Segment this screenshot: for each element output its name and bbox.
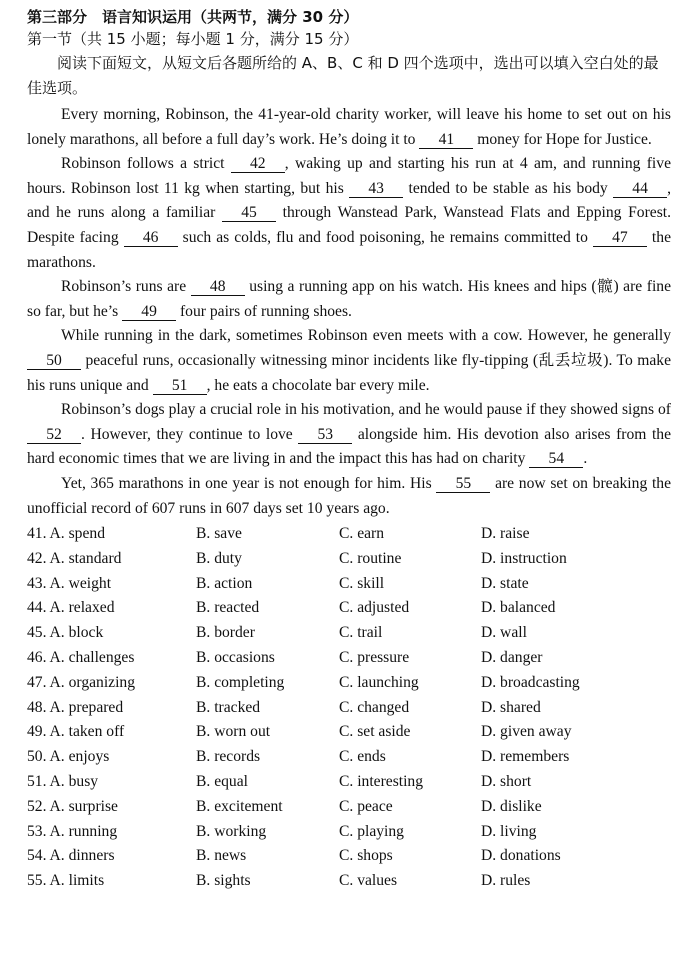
- answer-blank: 50: [27, 353, 81, 370]
- passage-text: .: [583, 450, 588, 468]
- question-row: [27, 646, 671, 671]
- option-c: C. shops: [339, 847, 393, 865]
- option-b: B. duty: [196, 549, 242, 567]
- answer-blank: 46: [124, 230, 178, 247]
- option-c: C. interesting: [339, 773, 424, 791]
- question-number: 43.: [27, 574, 47, 592]
- option-a-text: A. standard: [49, 549, 122, 567]
- option-d: D. short: [481, 773, 532, 791]
- option-d: D. raise: [481, 525, 530, 543]
- passage-text: Every morning, Robinson, the 41-year-old charity worker, will leave his home to set out on his lonely marathons, all before a full day’s work. He’s doing it to: [27, 106, 671, 148]
- option-b: B. excitement: [196, 797, 283, 815]
- passage-text: , waking up and starting his run at 4 am, and running five hours. Robinson lost 11 kg when starting, but his: [27, 155, 671, 197]
- option-a: [27, 745, 196, 770]
- question-row: [27, 596, 671, 621]
- question-row: [27, 745, 671, 770]
- option-a-text: A. spend: [49, 525, 105, 543]
- answer-blank: 55: [436, 476, 490, 493]
- option-a: [27, 720, 196, 745]
- option-b: B. action: [196, 574, 253, 592]
- question-number: 51.: [27, 773, 47, 791]
- option-d: D. rules: [481, 872, 531, 890]
- question-row: [27, 621, 671, 646]
- option-a-text: A. prepared: [49, 698, 124, 716]
- option-a: [27, 869, 196, 894]
- passage-paragraph: [27, 472, 671, 521]
- option-d: D. instruction: [481, 549, 567, 567]
- option-a: [27, 522, 196, 547]
- passage-text: , he eats a chocolate bar every mile.: [206, 376, 430, 394]
- option-a-text: A. busy: [49, 773, 99, 791]
- answer-blank: 53: [298, 427, 352, 444]
- option-c: C. changed: [339, 698, 410, 716]
- passage-text: are now set on breaking the unofficial record of 607 runs in 607 days set 10 years ago.: [27, 474, 671, 517]
- option-b: B. completing: [196, 673, 285, 691]
- passage-text: Robinson’s runs are: [61, 278, 191, 296]
- question-row: [27, 820, 671, 845]
- option-c: C. skill: [339, 574, 385, 592]
- question-number: 49.: [27, 723, 47, 741]
- question-number: 50.: [27, 748, 47, 766]
- answer-blank: 49: [122, 304, 176, 321]
- passage-paragraph: [27, 152, 671, 275]
- question-list: [27, 522, 671, 894]
- option-c: C. routine: [339, 549, 402, 567]
- passage-paragraph: [27, 324, 671, 398]
- question-row: [27, 795, 671, 820]
- passage-text: through Wanstead Park, Wanstead Flats and Epping Forest. Despite facing: [27, 204, 671, 246]
- question-row: [27, 671, 671, 696]
- option-d: D. state: [481, 574, 529, 592]
- option-a: [27, 795, 196, 820]
- question-row: [27, 572, 671, 597]
- option-b: B. working: [196, 822, 267, 840]
- option-a-text: A. dinners: [49, 847, 115, 865]
- answer-blank: 41: [419, 132, 473, 149]
- option-c: C. ends: [339, 748, 386, 766]
- option-a: [27, 844, 196, 869]
- option-b: B. border: [196, 624, 255, 642]
- answer-blank: 47: [593, 230, 647, 247]
- option-d: D. danger: [481, 649, 543, 667]
- option-a: [27, 820, 196, 845]
- passage-text: , and he runs along a familiar: [27, 179, 671, 222]
- option-a: [27, 572, 196, 597]
- option-a-text: A. challenges: [49, 649, 135, 667]
- option-c: C. earn: [339, 525, 385, 543]
- option-b: B. sights: [196, 872, 251, 890]
- option-d: D. donations: [481, 847, 561, 865]
- question-row: [27, 547, 671, 572]
- option-b: B. occasions: [196, 649, 275, 667]
- passage-text: Robinson’s dogs play a crucial role in his motivation, and he would pause if they showed signs of: [61, 401, 671, 419]
- option-b: B. records: [196, 748, 261, 766]
- option-b: B. tracked: [196, 698, 261, 716]
- option-a: [27, 770, 196, 795]
- option-d: D. given away: [481, 723, 572, 741]
- question-number: 53.: [27, 822, 47, 840]
- option-c: C. pressure: [339, 649, 410, 667]
- passage-text: Yet, 365 marathons in one year is not enough for him. His: [61, 474, 437, 492]
- question-number: 42.: [27, 549, 47, 567]
- question-row: [27, 844, 671, 869]
- option-c: C. values: [339, 872, 398, 890]
- option-d: D. balanced: [481, 599, 556, 617]
- option-b: B. reacted: [196, 599, 260, 617]
- question-number: 44.: [27, 599, 47, 617]
- question-number: 54.: [27, 847, 47, 865]
- option-b: B. save: [196, 525, 242, 543]
- option-a-text: A. weight: [49, 574, 112, 592]
- option-d: D. remembers: [481, 748, 570, 766]
- answer-blank: 42: [231, 156, 285, 173]
- passage-text: four pairs of running shoes.: [176, 302, 352, 320]
- question-number: 47.: [27, 673, 47, 691]
- question-number: 55.: [27, 872, 47, 890]
- passage-text: tended to be stable as his body: [403, 179, 614, 197]
- option-a-text: A. running: [49, 822, 118, 840]
- passage-paragraph: [27, 103, 671, 152]
- passage-text: using a running app on his watch. His knees and hips (髋) are fine so far, but he’s: [27, 278, 671, 320]
- answer-blank: 54: [529, 451, 583, 468]
- option-a: [27, 671, 196, 696]
- option-c: C. adjusted: [339, 599, 410, 617]
- option-d: D. wall: [481, 624, 527, 642]
- question-number: 41.: [27, 525, 47, 543]
- question-number: 46.: [27, 649, 47, 667]
- passage-text: Robinson follows a strict: [61, 155, 231, 173]
- option-a-text: A. taken off: [49, 723, 125, 741]
- option-a: [27, 596, 196, 621]
- option-b: B. equal: [196, 773, 248, 791]
- option-c: C. trail: [339, 624, 383, 642]
- option-d: D. shared: [481, 698, 541, 716]
- passage-text: money for Hope for Justice.: [473, 130, 652, 148]
- passage: [27, 103, 671, 521]
- option-a-text: A. relaxed: [49, 599, 115, 617]
- question-number: 48.: [27, 698, 47, 716]
- passage-text: the marathons.: [27, 228, 671, 271]
- option-d: D. broadcasting: [481, 673, 580, 691]
- option-c: C. launching: [339, 673, 419, 691]
- option-a: [27, 547, 196, 572]
- part-title: 第三部分 语言知识运用（共两节，满分 30 分）: [27, 8, 359, 26]
- question-row: [27, 720, 671, 745]
- question-row: [27, 696, 671, 721]
- option-c: C. peace: [339, 797, 393, 815]
- question-number: 52.: [27, 797, 47, 815]
- answer-blank: 44: [613, 181, 667, 198]
- option-a-text: A. limits: [49, 872, 105, 890]
- passage-text: alongside him. His devotion also arises from the hard economic times that we are living in and the impact this has had on charity: [27, 425, 672, 468]
- passage-paragraph: [27, 275, 671, 324]
- instruction-text: 阅读下面短文，从短文后各题所给的 A、B、C 和 D 四个选项中，选出可以填入空白处的最佳选项。: [27, 54, 659, 97]
- option-a-text: A. block: [49, 624, 104, 642]
- question-number: 45.: [27, 624, 47, 642]
- answer-blank: 48: [191, 279, 245, 296]
- option-d: D. living: [481, 822, 537, 840]
- answer-blank: 51: [153, 378, 207, 395]
- option-b: B. news: [196, 847, 247, 865]
- option-c: C. set aside: [339, 723, 411, 741]
- option-c: C. playing: [339, 822, 404, 840]
- option-a: [27, 646, 196, 671]
- option-d: D. dislike: [481, 797, 542, 815]
- answer-blank: 43: [349, 181, 403, 198]
- question-row: [27, 770, 671, 795]
- passage-paragraph: [27, 398, 671, 472]
- question-row: [27, 869, 671, 894]
- option-a: [27, 696, 196, 721]
- option-a-text: A. organizing: [49, 673, 136, 691]
- option-a-text: A. surprise: [49, 797, 118, 815]
- answer-blank: 52: [27, 427, 81, 444]
- passage-text: peaceful runs, occasionally witnessing minor incidents like fly-tipping (乱丢垃圾). To make his runs unique and: [27, 351, 671, 394]
- passage-text: While running in the dark, sometimes Robinson even meets with a cow. However, he generally: [61, 327, 671, 345]
- option-a-text: A. enjoys: [49, 748, 110, 766]
- option-a: [27, 621, 196, 646]
- question-row: [27, 522, 671, 547]
- passage-text: such as colds, flu and food poisoning, he remains committed to: [177, 228, 593, 246]
- option-b: B. worn out: [196, 723, 271, 741]
- passage-text: . However, they continue to love: [81, 425, 299, 443]
- answer-blank: 45: [222, 205, 276, 222]
- section-title: 第一节（共 15 小题；每小题 1 分，满分 15 分）: [27, 30, 359, 48]
